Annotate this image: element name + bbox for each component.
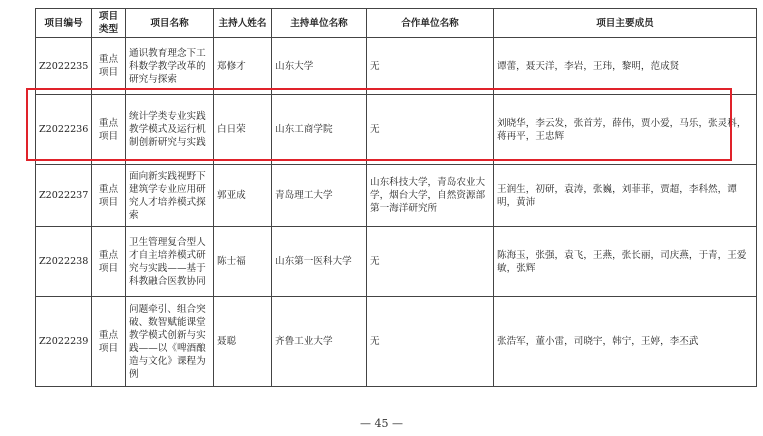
cell-host-name: 郑修才 — [214, 38, 272, 95]
cell-partner-unit: 无 — [367, 95, 494, 165]
cell-members: 陈海玉，张强，袁飞，王燕，张长丽，司庆燕，于青，王爱敏，张辉 — [494, 227, 757, 297]
cell-project-type: 重点项目 — [92, 227, 126, 297]
table-row — [36, 95, 757, 165]
cell-project-type: 重点项目 — [92, 95, 126, 165]
cell-project-type: 重点项目 — [92, 38, 126, 95]
cell-project-id: Z2022235 — [36, 38, 92, 95]
cell-members: 刘晓华，李云发，张首芳，薛伟，贾小爱，马乐，张灵科，蒋再平，王忠辉 — [494, 95, 757, 165]
header-members: 项目主要成员 — [494, 9, 757, 38]
cell-project-name: 卫生管理复合型人才自主培养模式研究与实践——基于科教融合医教协同 — [126, 227, 214, 297]
table-row — [36, 297, 757, 387]
project-table — [35, 8, 757, 387]
cell-partner-unit: 无 — [367, 38, 494, 95]
cell-host-name: 白日荣 — [214, 95, 272, 165]
cell-project-id: Z2022237 — [36, 165, 92, 227]
cell-host-name: 陈士福 — [214, 227, 272, 297]
cell-host-name: 郭亚成 — [214, 165, 272, 227]
header-host-unit: 主持单位名称 — [272, 9, 367, 38]
cell-partner-unit: 山东科技大学，青岛农业大学，烟台大学，自然资源部第一海洋研究所 — [367, 165, 494, 227]
cell-project-name: 通识教育理念下工科数学教学改革的研究与探索 — [126, 38, 214, 95]
header-project-name: 项目名称 — [126, 9, 214, 38]
cell-project-name: 问题牵引、组合突破、数智赋能课堂教学模式创新与实践——以《啤酒酿造与文化》课程为例 — [126, 297, 214, 387]
table-header-row — [36, 9, 757, 38]
table-row — [36, 227, 757, 297]
cell-members: 谭蕾，聂天洋，李岩，王玮，黎明，范成贤 — [494, 38, 757, 95]
cell-project-name: 面向新实践视野下建筑学专业应用研究人才培养模式探索 — [126, 165, 214, 227]
cell-members: 张浩军，董小雷，司晓宇，韩宁，王婷，李丕武 — [494, 297, 757, 387]
cell-project-type: 重点项目 — [92, 165, 126, 227]
header-project-id: 项目编号 — [36, 9, 92, 38]
cell-members: 王润生，初研，袁涛，张巍，刘菲菲，贾超，李科然，谭明，黄沛 — [494, 165, 757, 227]
page-number: — 45 — — [360, 417, 403, 430]
header-host-name: 主持人姓名 — [214, 9, 272, 38]
cell-host-unit: 青岛理工大学 — [272, 165, 367, 227]
cell-host-unit: 山东工商学院 — [272, 95, 367, 165]
cell-partner-unit: 无 — [367, 227, 494, 297]
cell-partner-unit: 无 — [367, 297, 494, 387]
cell-project-id: Z2022239 — [36, 297, 92, 387]
header-project-type: 项目类型 — [92, 9, 126, 38]
cell-project-type: 重点项目 — [92, 297, 126, 387]
header-partner-unit: 合作单位名称 — [367, 9, 494, 38]
cell-host-unit: 山东大学 — [272, 38, 367, 95]
cell-project-name: 统计学类专业实践教学模式及运行机制创新研究与实践 — [126, 95, 214, 165]
cell-host-unit: 齐鲁工业大学 — [272, 297, 367, 387]
table-row — [36, 38, 757, 95]
cell-project-id: Z2022236 — [36, 95, 92, 165]
cell-host-unit: 山东第一医科大学 — [272, 227, 367, 297]
cell-host-name: 聂聪 — [214, 297, 272, 387]
table-row — [36, 165, 757, 227]
cell-project-id: Z2022238 — [36, 227, 92, 297]
